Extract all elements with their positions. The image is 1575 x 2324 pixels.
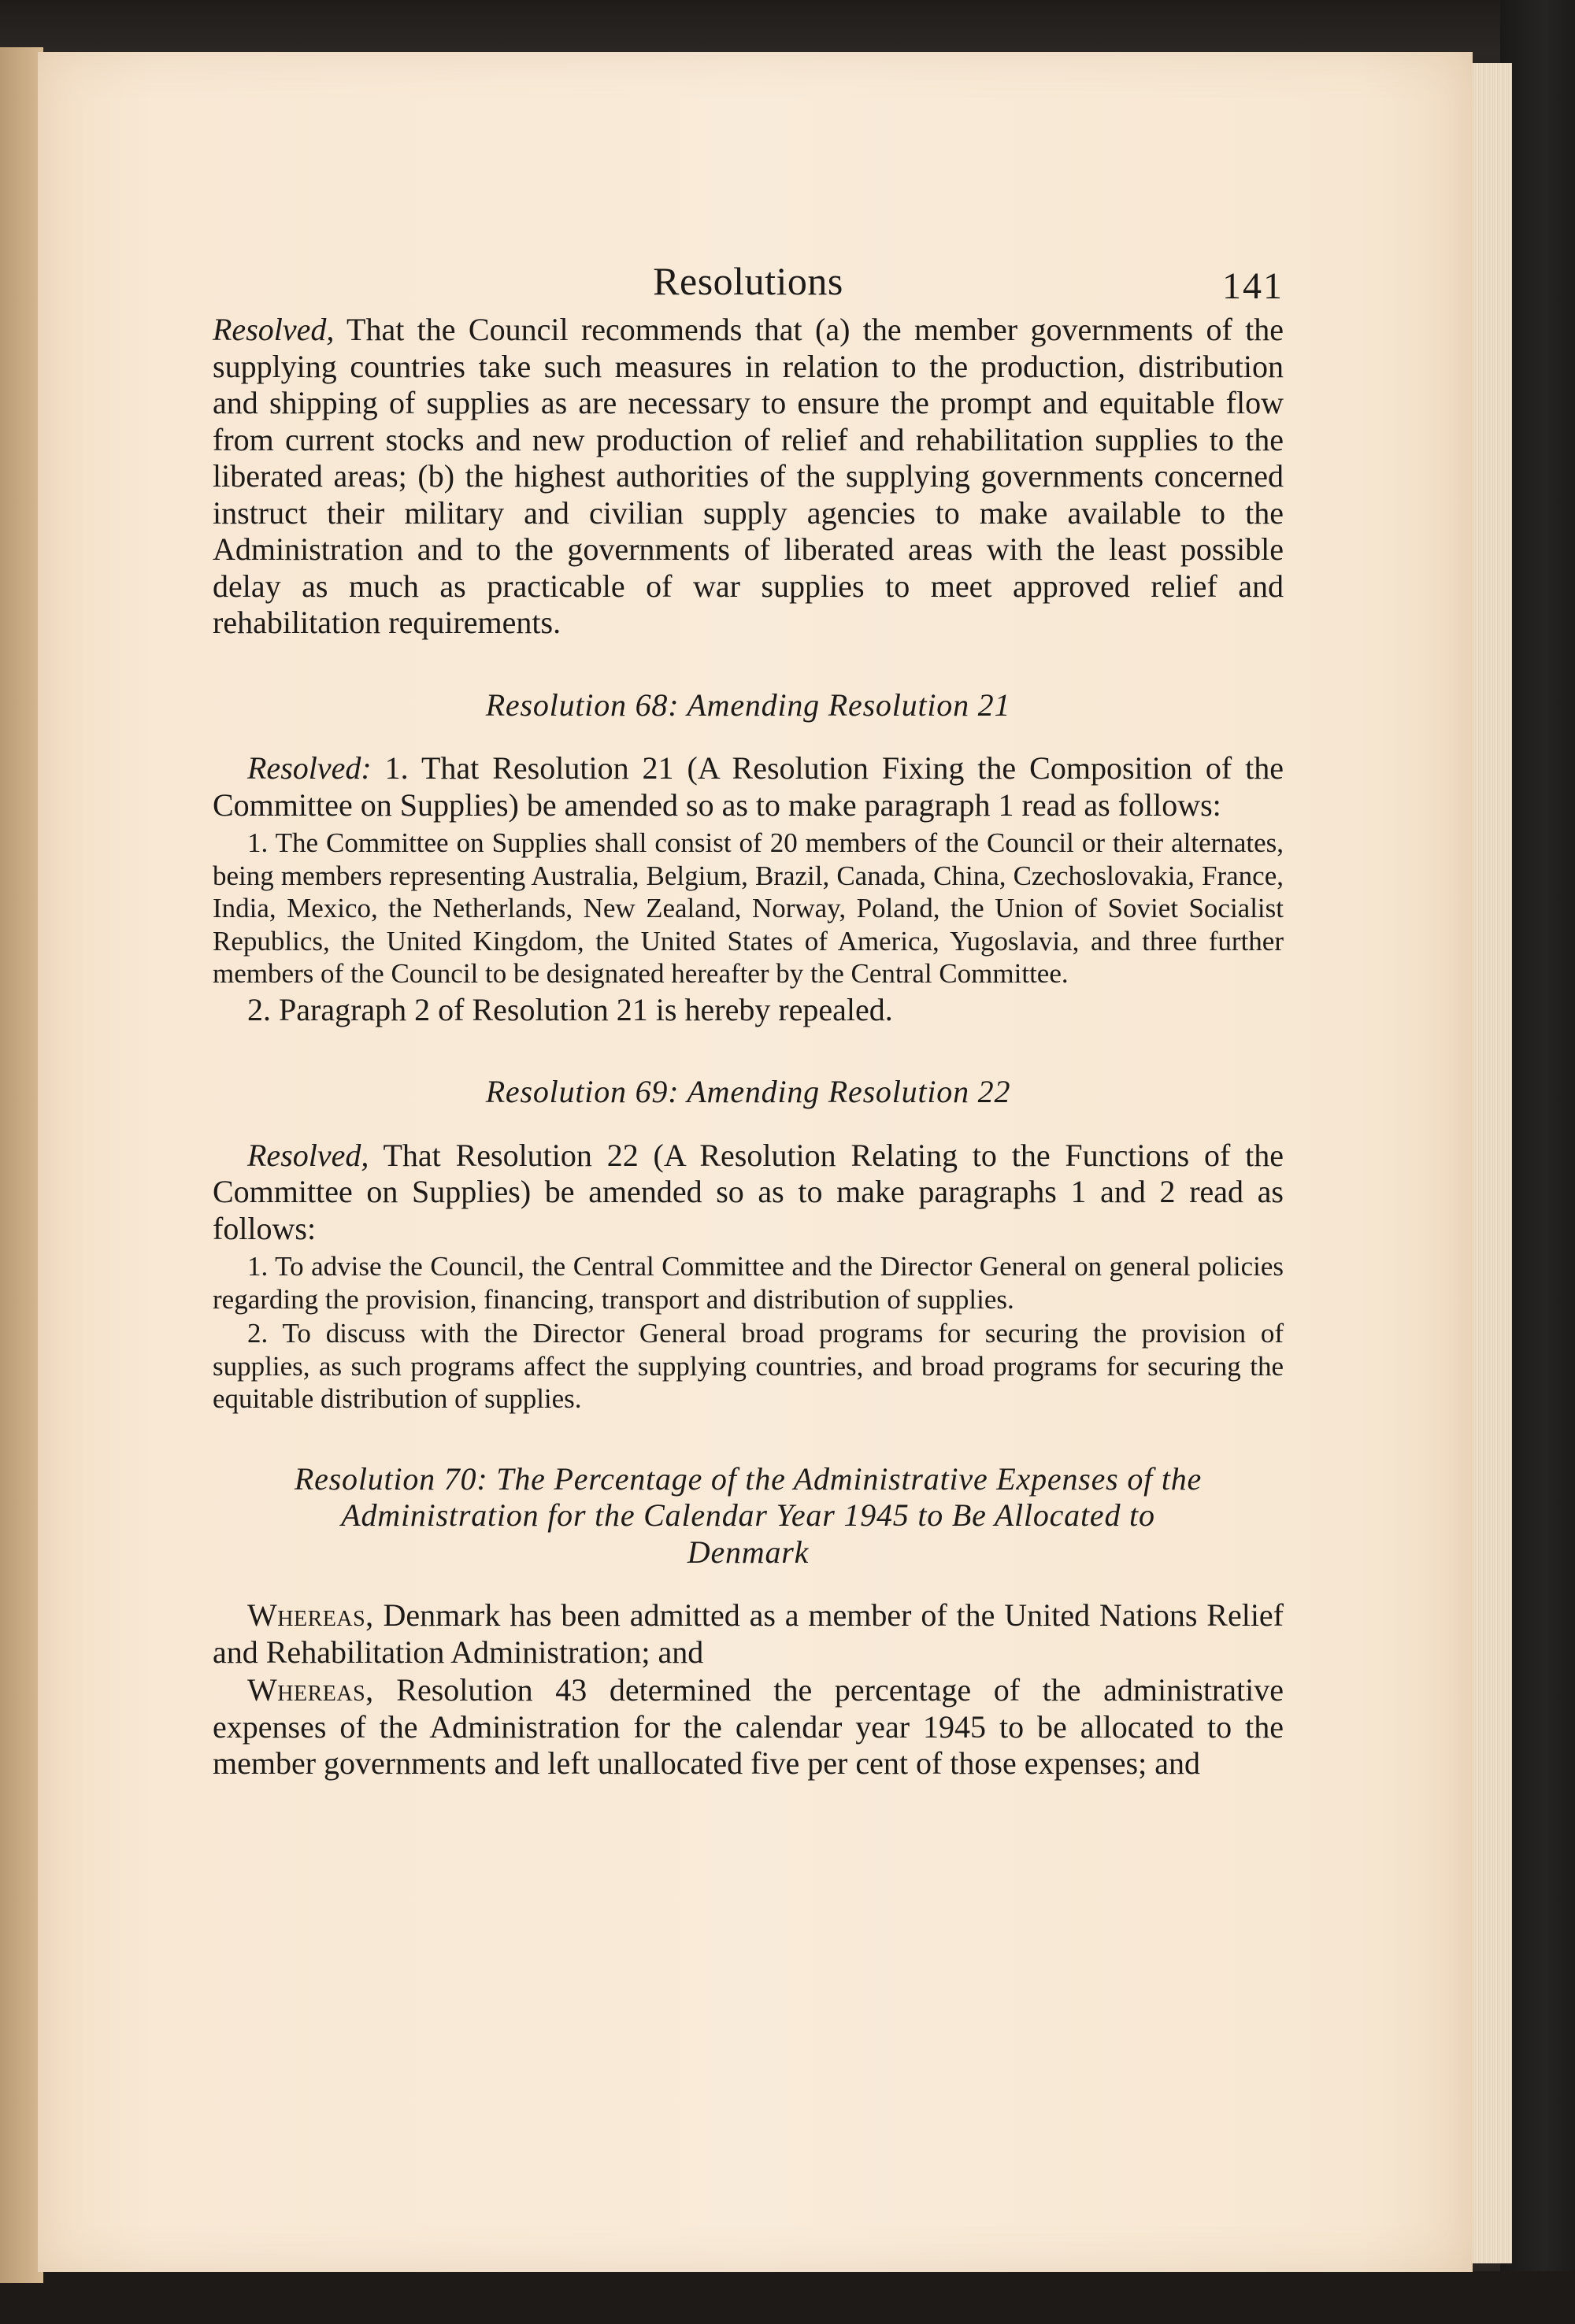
page-number: 141 <box>1222 265 1284 307</box>
resolution-69-item-1: 1. To advise the Council, the Central Committee and the Director General on general policies regarding the provision, financing, transport and distribution of supplies. <box>213 1251 1284 1315</box>
resolution-70-heading-line-3: Denmark <box>687 1534 810 1570</box>
scan-background-bottom <box>0 2271 1575 2324</box>
whereas-lead: Whereas, <box>247 1672 374 1708</box>
resolved-lead: Resolved, <box>247 1137 369 1173</box>
running-head <box>213 258 1284 315</box>
opening-paragraph <box>213 312 1284 642</box>
resolution-68-item-1: 1. The Committee on Supplies shall consist of 20 members of the Council or their alternates, being members representing Australia, Belgium, Brazil, Canada, China, Czechoslovakia, France, India, Mexico, the Netherlands, New Zealand, Norway, Poland, the Union of Soviet Socialist Republics, the United Kingdom, the United States of America, Yugoslavia, and three further members of the Council to be designated hereafter by the Central Committee. <box>213 827 1284 989</box>
scan-background-top <box>0 0 1575 55</box>
resolution-69-heading: Resolution 69: Amending Resolution 22 <box>485 1074 1011 1109</box>
resolution-68-heading: Resolution 68: Amending Resolution 21 <box>485 686 1011 723</box>
resolution-68-text: 1. That Resolution 21 (A Resolution Fixing the Composition of the Committee on Supplies) be amended so as to make paragraph 1 read as follows: <box>213 750 1284 823</box>
whereas-lead: Whereas, <box>247 1597 374 1633</box>
book-page <box>38 52 1473 2272</box>
resolution-68-item-2: 2. Paragraph 2 of Resolution 21 is hereby repealed. <box>247 991 893 1027</box>
whereas-2-text: Resolution 43 determined the percentage of the administrative expenses of the Administration for the calendar year 1945 to be allocated to the member governments and left unallocated five per cent of those expenses; and <box>213 1672 1284 1781</box>
resolution-69-item-2: 2. To discuss with the Director General broad programs for securing the provision of supplies, as such programs affect the supplying countries, and broad programs for securing the equitable distribution of supplies. <box>213 1318 1284 1414</box>
resolution-69-text: That Resolution 22 (A Resolution Relating to the Functions of the Committee on Supplies) be amended so as to make paragraphs 1 and 2 read as follows: <box>213 1137 1284 1246</box>
resolution-68-paragraph <box>213 750 1284 823</box>
whereas-paragraph-2 <box>213 1672 1284 1782</box>
resolution-70-heading-line-1: Resolution 70: The Percentage of the Administrative Expenses of the <box>294 1460 1203 1497</box>
whereas-paragraph-1 <box>213 1597 1284 1671</box>
resolution-70-heading <box>213 1461 1284 1571</box>
resolved-lead: Resolved: <box>247 750 372 786</box>
page-text <box>213 258 1284 1782</box>
whereas-1-text: Denmark has been admitted as a member of the United Nations Relief and Rehabilitation Administration; and <box>213 1597 1284 1670</box>
resolved-lead: Resolved, <box>213 312 335 347</box>
resolution-70-heading-line-2: Administration for the Calendar Year 1945 to Be Allocated to <box>341 1497 1155 1533</box>
resolution-69-paragraph <box>213 1138 1284 1248</box>
book-binding-edge <box>0 47 43 2283</box>
page-title: Resolutions <box>653 259 843 303</box>
opening-text: That the Council recommends that (a) the member governments of the supplying countries take such measures in relation to the production, distribution and shipping of supplies as are necessary to ensure the prompt and equitable flow from current stocks and new production of relief and rehabilitation supplies to the liberated areas; (b) the highest authorities of the supplying governments concerned instruct their military and civilian supply agencies to make available to the Administration and to the governments of liberated areas with the least possible delay as much as practicable of war supplies to meet approved relief and rehabilitation requirements. <box>213 312 1284 640</box>
